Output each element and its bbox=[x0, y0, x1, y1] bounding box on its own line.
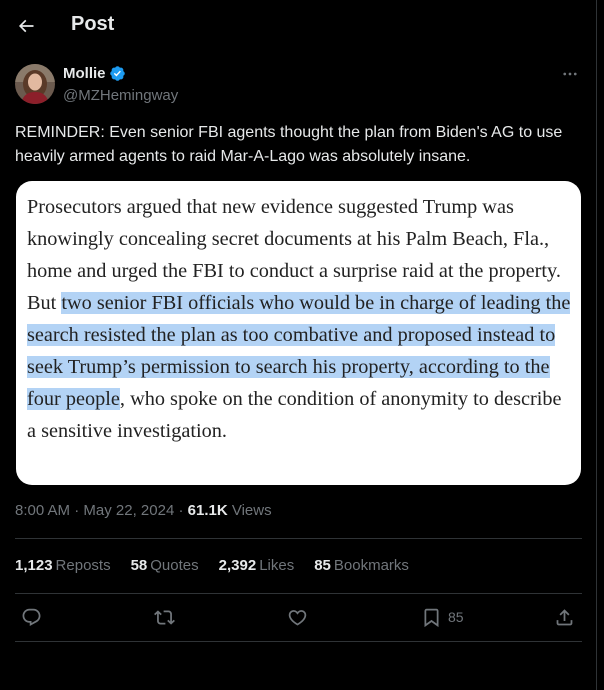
heart-icon bbox=[287, 607, 308, 628]
more-options-button[interactable] bbox=[556, 62, 584, 86]
meta-separator: · bbox=[178, 502, 184, 519]
views-count: 61.1K bbox=[187, 502, 228, 519]
engagement-stats bbox=[15, 557, 409, 574]
verified-badge-icon bbox=[109, 65, 126, 82]
bookmark-count: 85 bbox=[448, 609, 464, 625]
more-horizontal-icon bbox=[561, 65, 579, 83]
author-name[interactable] bbox=[63, 65, 126, 82]
article-text-after: , who spoke on the condition of anonymity to describe a sensitive investigation. bbox=[27, 388, 562, 442]
bookmark-icon bbox=[421, 607, 442, 628]
bookmarks-label: Bookmarks bbox=[333, 557, 409, 574]
likes-stat[interactable] bbox=[219, 557, 295, 574]
quotes-stat[interactable] bbox=[131, 557, 199, 574]
arrow-left-icon bbox=[16, 16, 36, 36]
post-date[interactable]: May 22, 2024 bbox=[83, 502, 175, 519]
author-name-text: Mollie bbox=[63, 65, 106, 82]
bookmark-button[interactable] bbox=[421, 599, 464, 635]
divider bbox=[15, 538, 582, 539]
post-time[interactable]: 8:00 AM bbox=[15, 502, 71, 519]
avatar[interactable] bbox=[15, 64, 55, 104]
avatar-image bbox=[15, 64, 55, 104]
reply-icon bbox=[21, 607, 42, 628]
views-label: Views bbox=[231, 502, 272, 519]
author-handle[interactable]: @MZHemingway bbox=[63, 87, 179, 104]
divider bbox=[15, 593, 582, 594]
page-title: Post bbox=[71, 13, 115, 35]
reply-button[interactable] bbox=[21, 599, 42, 635]
post-meta bbox=[15, 502, 272, 519]
article-text-before: Prosecutors argued that new evidence suggested Trump was knowingly concealing secret documents at his Palm Beach, Fla., home and urged the FBI to conduct a surprise raid at the property. But bbox=[27, 196, 561, 314]
bookmarks-stat[interactable] bbox=[314, 557, 409, 574]
repost-button[interactable] bbox=[154, 599, 175, 635]
quotes-label: Quotes bbox=[150, 557, 199, 574]
divider bbox=[15, 641, 582, 642]
like-button[interactable] bbox=[287, 599, 308, 635]
attached-image[interactable] bbox=[16, 181, 581, 485]
reposts-stat[interactable] bbox=[15, 557, 111, 574]
reposts-count: 1,123 bbox=[15, 557, 53, 574]
action-bar bbox=[0, 599, 597, 637]
share-button[interactable] bbox=[554, 599, 575, 635]
share-icon bbox=[554, 607, 575, 628]
likes-label: Likes bbox=[259, 557, 295, 574]
article-text-highlighted: two senior FBI officials who would be in charge of leading the search resisted the plan as too combative and proposed instead to seek Trump’s permission to search his property, according to the four people bbox=[27, 292, 571, 410]
likes-count: 2,392 bbox=[218, 557, 257, 574]
header bbox=[0, 0, 597, 53]
meta-separator: · bbox=[74, 502, 80, 519]
bookmarks-count: 85 bbox=[314, 557, 331, 574]
repost-icon bbox=[154, 607, 175, 628]
image-article-text bbox=[27, 191, 572, 447]
back-button[interactable] bbox=[10, 10, 42, 42]
reposts-label: Reposts bbox=[55, 557, 111, 574]
tweet-text: REMINDER: Even senior FBI agents thought the plan from Biden's AG to use heavily armed agents to raid Mar-A-Lago was absolutely insane. bbox=[15, 124, 563, 165]
quotes-count: 58 bbox=[130, 557, 148, 574]
